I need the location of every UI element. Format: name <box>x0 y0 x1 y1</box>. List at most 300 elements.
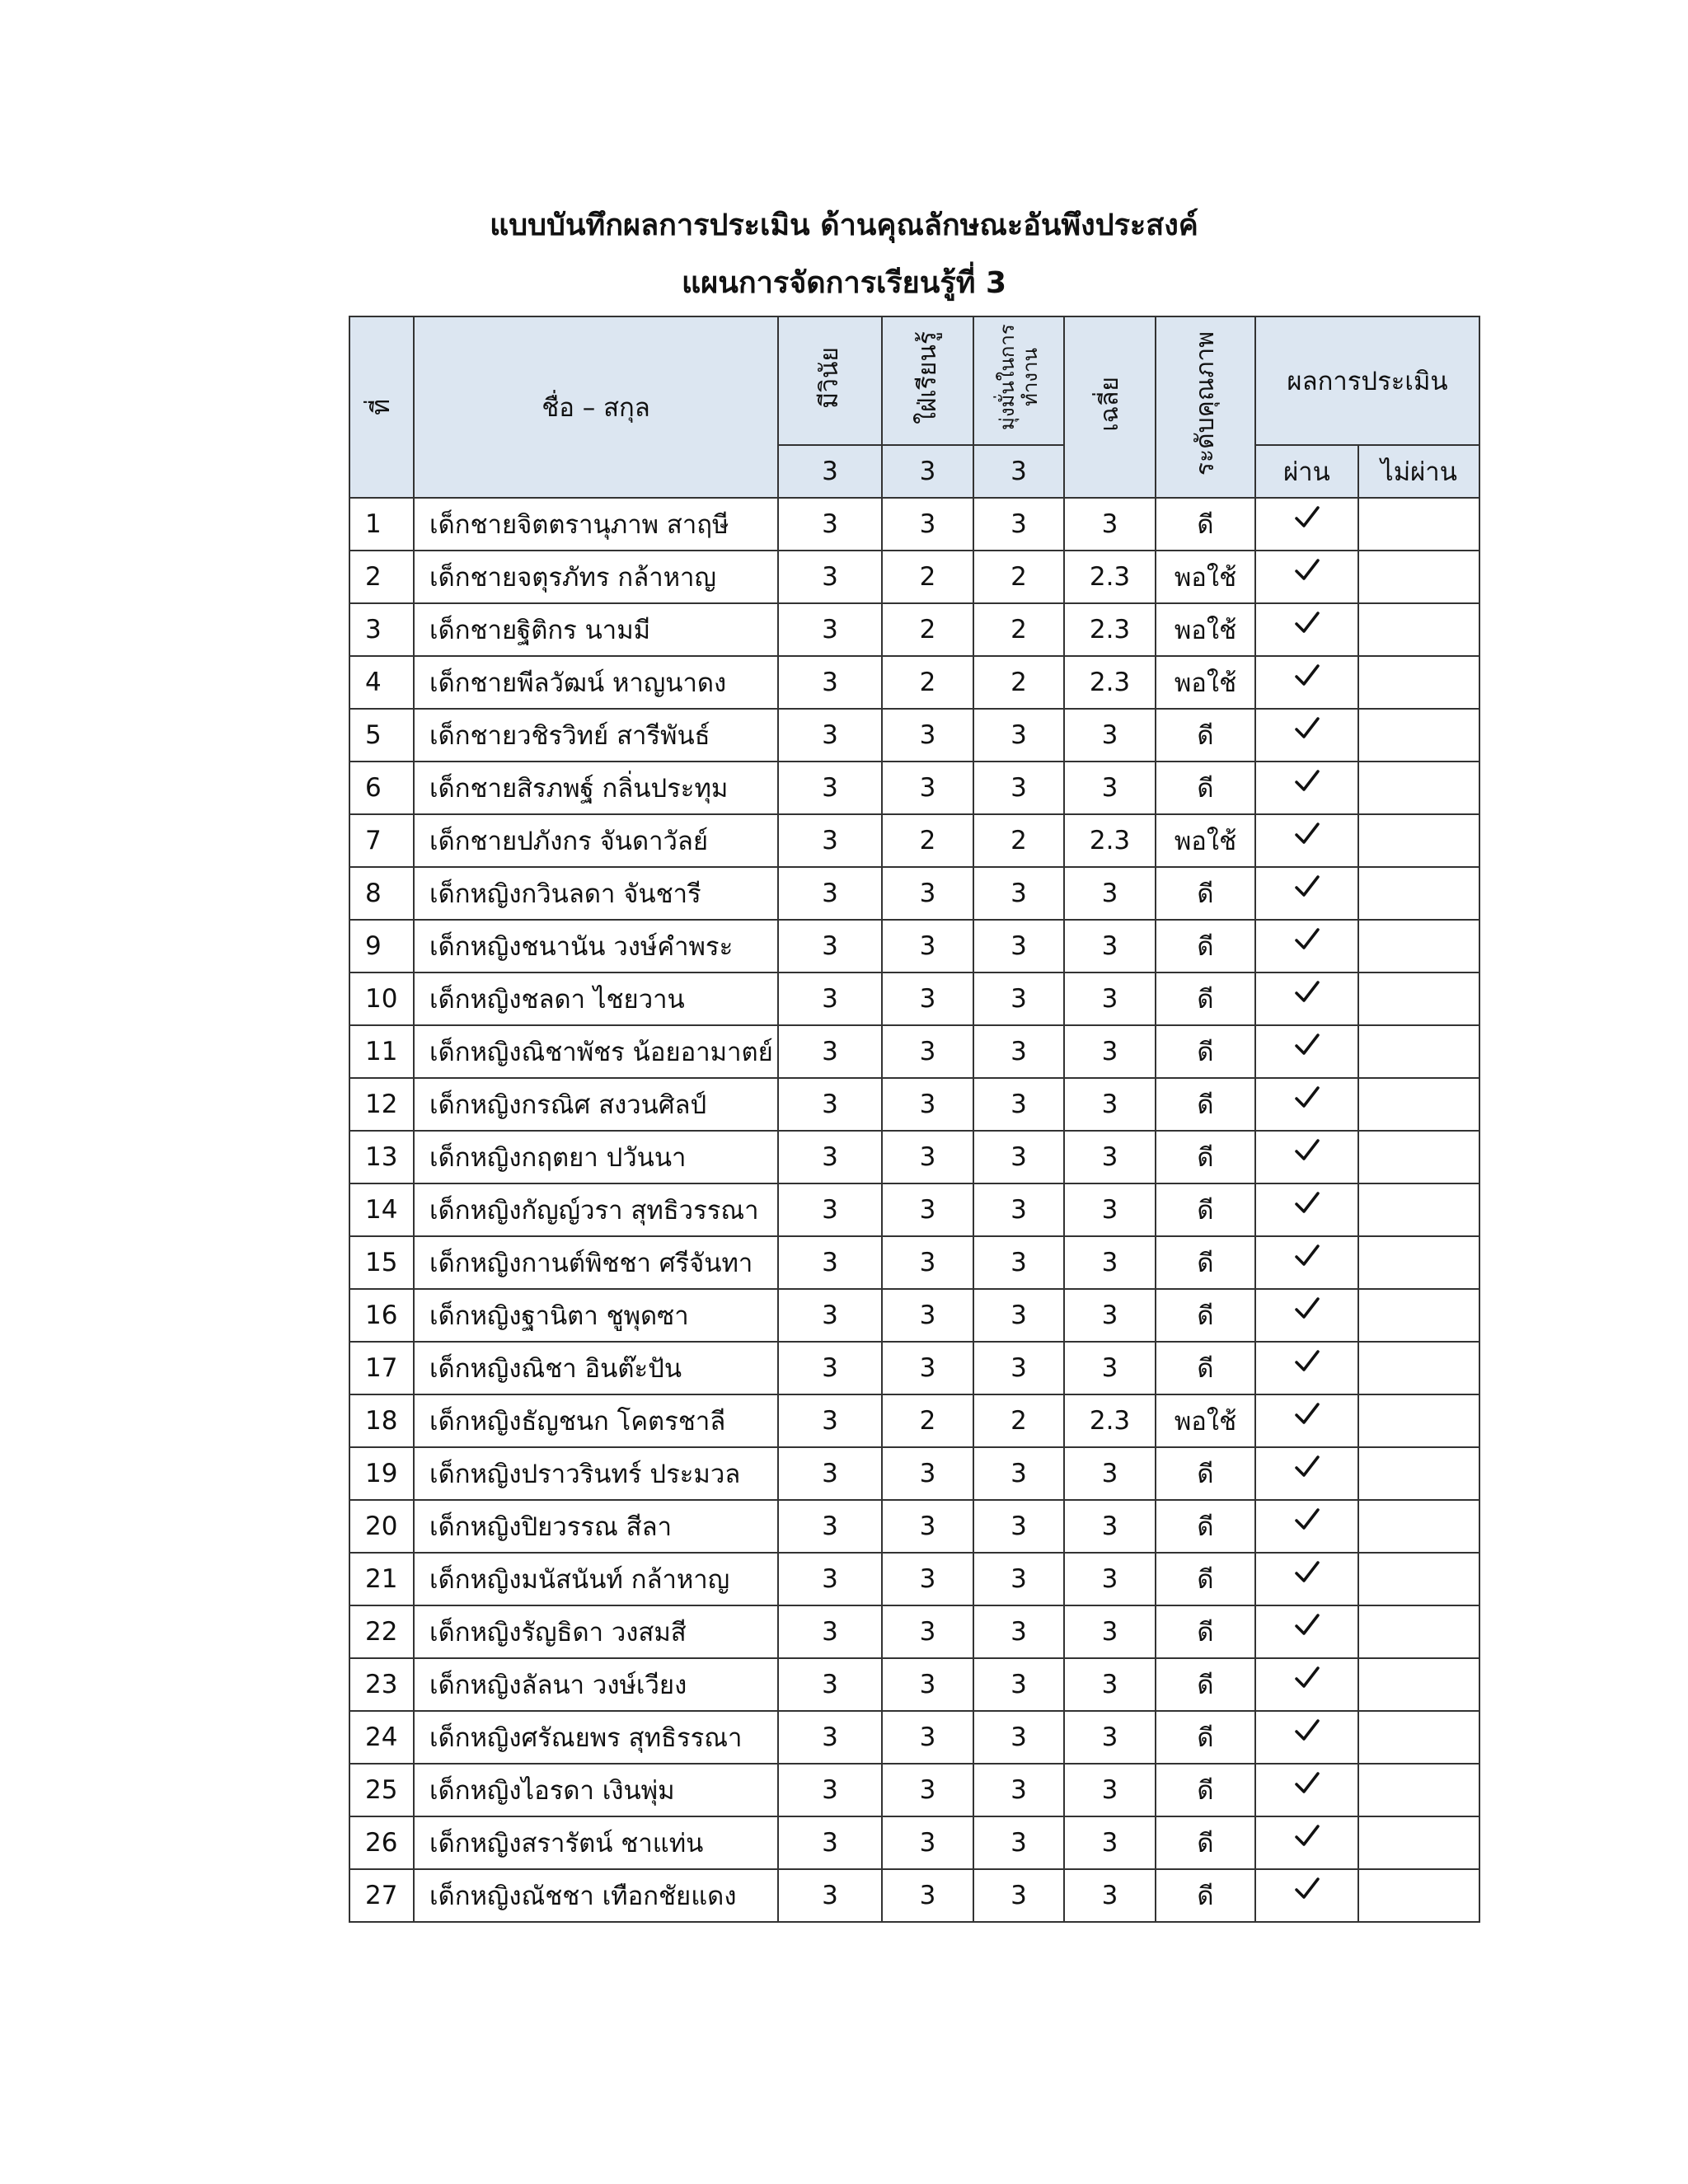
fail-cell <box>1358 867 1479 920</box>
score-commitment: 3 <box>973 972 1064 1025</box>
fail-cell <box>1358 1764 1479 1816</box>
pass-cell <box>1255 709 1358 762</box>
table-row <box>349 1342 1479 1394</box>
checkmark-icon <box>1293 1611 1321 1639</box>
row-number: 12 <box>349 1078 414 1131</box>
row-number: 1 <box>349 498 414 551</box>
fail-cell <box>1358 972 1479 1025</box>
row-number: 22 <box>349 1605 414 1658</box>
row-number: 6 <box>349 762 414 814</box>
header-max-learning: 3 <box>882 445 973 498</box>
score-commitment: 3 <box>973 1342 1064 1394</box>
score-commitment: 3 <box>973 762 1064 814</box>
score-learning: 3 <box>882 1764 973 1816</box>
pass-cell <box>1255 1711 1358 1764</box>
score-commitment: 3 <box>973 1236 1064 1289</box>
score-average: 3 <box>1064 1025 1156 1078</box>
quality-level: ดี <box>1156 1605 1255 1658</box>
table-body <box>349 498 1479 1922</box>
header-max-commitment: 3 <box>973 445 1064 498</box>
fail-cell <box>1358 1500 1479 1553</box>
score-discipline: 3 <box>778 1131 882 1183</box>
table-row <box>349 551 1479 603</box>
score-commitment: 3 <box>973 1447 1064 1500</box>
score-discipline: 3 <box>778 1711 882 1764</box>
evaluation-table <box>349 316 1480 1923</box>
quality-level: ดี <box>1156 1553 1255 1605</box>
row-number: 9 <box>349 920 414 972</box>
checkmark-icon <box>1293 1189 1321 1217</box>
student-name: เด็กหญิงศรัณยพร สุทธิรรณา <box>414 1711 778 1764</box>
header-max-discipline: 3 <box>778 445 882 498</box>
pass-cell <box>1255 1553 1358 1605</box>
fail-cell <box>1358 603 1479 656</box>
quality-level: ดี <box>1156 1711 1255 1764</box>
score-learning: 3 <box>882 709 973 762</box>
pass-cell <box>1255 920 1358 972</box>
table-header <box>349 316 1479 498</box>
score-commitment: 2 <box>973 656 1064 709</box>
score-discipline: 3 <box>778 1078 882 1131</box>
score-discipline: 3 <box>778 709 882 762</box>
score-discipline: 3 <box>778 1816 882 1869</box>
score-learning: 3 <box>882 1131 973 1183</box>
student-name: เด็กชายพีลวัฒน์ หาญนาดง <box>414 656 778 709</box>
score-average: 2.3 <box>1064 656 1156 709</box>
quality-level: ดี <box>1156 1869 1255 1922</box>
fail-cell <box>1358 1605 1479 1658</box>
score-commitment: 3 <box>973 709 1064 762</box>
checkmark-icon <box>1293 1084 1321 1112</box>
checkmark-icon <box>1293 1295 1321 1323</box>
fail-cell <box>1358 1711 1479 1764</box>
checkmark-icon <box>1293 504 1321 532</box>
score-average: 3 <box>1064 709 1156 762</box>
row-number: 4 <box>349 656 414 709</box>
score-learning: 3 <box>882 1183 973 1236</box>
quality-level: ดี <box>1156 920 1255 972</box>
student-name: เด็กหญิงกฤตยา ปวันนา <box>414 1131 778 1183</box>
fail-cell <box>1358 1183 1479 1236</box>
score-commitment: 3 <box>973 1764 1064 1816</box>
student-name: เด็กหญิงณิชา อินต๊ะปัน <box>414 1342 778 1394</box>
score-discipline: 3 <box>778 1869 882 1922</box>
fail-cell <box>1358 1816 1479 1869</box>
pass-cell <box>1255 1289 1358 1342</box>
student-name: เด็กชายวชิรวิทย์ สารีพันธ์ <box>414 709 778 762</box>
checkmark-icon <box>1293 609 1321 637</box>
quality-level: พอใช้ <box>1156 814 1255 867</box>
score-learning: 3 <box>882 1289 973 1342</box>
student-name: เด็กหญิงมนัสนันท์ กล้าหาญ <box>414 1553 778 1605</box>
row-number: 23 <box>349 1658 414 1711</box>
score-discipline: 3 <box>778 920 882 972</box>
score-average: 2.3 <box>1064 1394 1156 1447</box>
pass-cell <box>1255 1447 1358 1500</box>
fail-cell <box>1358 1342 1479 1394</box>
quality-level: ดี <box>1156 1078 1255 1131</box>
score-average: 2.3 <box>1064 551 1156 603</box>
score-average: 2.3 <box>1064 814 1156 867</box>
score-learning: 2 <box>882 551 973 603</box>
score-commitment: 3 <box>973 1289 1064 1342</box>
student-name: เด็กหญิงลัลนา วงษ์เวียง <box>414 1658 778 1711</box>
row-number: 24 <box>349 1711 414 1764</box>
score-discipline: 3 <box>778 814 882 867</box>
checkmark-icon <box>1293 1137 1321 1165</box>
score-average: 3 <box>1064 1869 1156 1922</box>
pass-cell <box>1255 1342 1358 1394</box>
pass-cell <box>1255 1500 1358 1553</box>
score-commitment: 3 <box>973 1131 1064 1183</box>
table-row <box>349 1553 1479 1605</box>
score-discipline: 3 <box>778 1236 882 1289</box>
header-name: ชื่อ – สกุล <box>414 316 778 498</box>
pass-cell <box>1255 551 1358 603</box>
student-name: เด็กชายจิตตรานุภาพ สาฤษี <box>414 498 778 551</box>
score-commitment: 3 <box>973 1183 1064 1236</box>
score-learning: 3 <box>882 1869 973 1922</box>
score-commitment: 2 <box>973 603 1064 656</box>
checkmark-icon <box>1293 1347 1321 1376</box>
student-name: เด็กหญิงกวินลดา จันชารี <box>414 867 778 920</box>
quality-level: ดี <box>1156 1658 1255 1711</box>
checkmark-icon <box>1293 1400 1321 1428</box>
score-discipline: 3 <box>778 972 882 1025</box>
table-row <box>349 656 1479 709</box>
fail-cell <box>1358 709 1479 762</box>
header-average: เฉลี่ย <box>1064 316 1156 498</box>
score-average: 3 <box>1064 1183 1156 1236</box>
fail-cell <box>1358 920 1479 972</box>
score-learning: 3 <box>882 920 973 972</box>
checkmark-icon <box>1293 1558 1321 1586</box>
checkmark-icon <box>1293 1875 1321 1903</box>
header-result: ผลการประเมิน <box>1255 316 1479 445</box>
score-commitment: 3 <box>973 1816 1064 1869</box>
checkmark-icon <box>1293 873 1321 901</box>
score-average: 3 <box>1064 1816 1156 1869</box>
score-learning: 3 <box>882 1078 973 1131</box>
row-number: 10 <box>349 972 414 1025</box>
student-name: เด็กหญิงณิชาพัชร น้อยอามาตย์ <box>414 1025 778 1078</box>
score-commitment: 3 <box>973 1658 1064 1711</box>
pass-cell <box>1255 1816 1358 1869</box>
score-learning: 3 <box>882 1025 973 1078</box>
row-number: 18 <box>349 1394 414 1447</box>
table-row <box>349 1289 1479 1342</box>
score-learning: 2 <box>882 814 973 867</box>
row-number: 8 <box>349 867 414 920</box>
score-learning: 3 <box>882 1553 973 1605</box>
fail-cell <box>1358 656 1479 709</box>
score-learning: 3 <box>882 1711 973 1764</box>
table-row <box>349 1500 1479 1553</box>
score-discipline: 3 <box>778 1605 882 1658</box>
fail-cell <box>1358 1025 1479 1078</box>
pass-cell <box>1255 1183 1358 1236</box>
quality-level: ดี <box>1156 1816 1255 1869</box>
student-name: เด็กหญิงกรณิศ สงวนศิลป์ <box>414 1078 778 1131</box>
score-discipline: 3 <box>778 1394 882 1447</box>
pass-cell <box>1255 1605 1358 1658</box>
table-row <box>349 1816 1479 1869</box>
quality-level: พอใช้ <box>1156 551 1255 603</box>
table-row <box>349 1447 1479 1500</box>
score-learning: 2 <box>882 656 973 709</box>
fail-cell <box>1358 1869 1479 1922</box>
student-name: เด็กหญิงสรารัตน์ ชาแท่น <box>414 1816 778 1869</box>
score-average: 3 <box>1064 1553 1156 1605</box>
score-discipline: 3 <box>778 1289 882 1342</box>
pass-cell <box>1255 762 1358 814</box>
student-name: เด็กหญิงณัชชา เทือกชัยแดง <box>414 1869 778 1922</box>
table-row <box>349 1183 1479 1236</box>
score-learning: 3 <box>882 1447 973 1500</box>
fail-cell <box>1358 1658 1479 1711</box>
score-learning: 3 <box>882 1658 973 1711</box>
student-name: เด็กหญิงปราวรินทร์ ประมวล <box>414 1447 778 1500</box>
score-learning: 3 <box>882 1605 973 1658</box>
student-name: เด็กหญิงกัญญ์วรา สุทธิวรรณา <box>414 1183 778 1236</box>
fail-cell <box>1358 1394 1479 1447</box>
score-average: 3 <box>1064 498 1156 551</box>
checkmark-icon <box>1293 820 1321 848</box>
quality-level: ดี <box>1156 1342 1255 1394</box>
pass-cell <box>1255 1764 1358 1816</box>
pass-cell <box>1255 1658 1358 1711</box>
score-average: 3 <box>1064 1658 1156 1711</box>
header-fail: ไม่ผ่าน <box>1358 445 1479 498</box>
score-discipline: 3 <box>778 1025 882 1078</box>
table-row <box>349 867 1479 920</box>
checkmark-icon <box>1293 1717 1321 1745</box>
quality-level: ดี <box>1156 972 1255 1025</box>
score-discipline: 3 <box>778 1764 882 1816</box>
quality-level: ดี <box>1156 1447 1255 1500</box>
score-average: 3 <box>1064 1078 1156 1131</box>
student-name: เด็กชายฐิติกร นามมี <box>414 603 778 656</box>
student-name: เด็กหญิงไอรดา เงินพุ่ม <box>414 1764 778 1816</box>
quality-level: ดี <box>1156 762 1255 814</box>
checkmark-icon <box>1293 1506 1321 1534</box>
quality-level: ดี <box>1156 1289 1255 1342</box>
score-learning: 3 <box>882 1342 973 1394</box>
quality-level: พอใช้ <box>1156 1394 1255 1447</box>
student-name: เด็กหญิงปิยวรรณ สีลา <box>414 1500 778 1553</box>
fail-cell <box>1358 1553 1479 1605</box>
header-discipline: มีวินัย <box>778 316 882 445</box>
score-commitment: 3 <box>973 920 1064 972</box>
score-commitment: 3 <box>973 1711 1064 1764</box>
row-number: 15 <box>349 1236 414 1289</box>
checkmark-icon <box>1293 767 1321 795</box>
quality-level: ดี <box>1156 1500 1255 1553</box>
student-name: เด็กหญิงชนานัน วงษ์คำพระ <box>414 920 778 972</box>
student-name: เด็กชายจตุรภัทร กล้าหาญ <box>414 551 778 603</box>
student-name: เด็กหญิงธัญชนก โคตรชาลี <box>414 1394 778 1447</box>
fail-cell <box>1358 1131 1479 1183</box>
quality-level: ดี <box>1156 1183 1255 1236</box>
row-number: 11 <box>349 1025 414 1078</box>
score-discipline: 3 <box>778 1658 882 1711</box>
header-commitment: มุ่งมั่นในการทำงาน <box>973 316 1064 445</box>
pass-cell <box>1255 1394 1358 1447</box>
pass-cell <box>1255 656 1358 709</box>
score-average: 3 <box>1064 867 1156 920</box>
row-number: 21 <box>349 1553 414 1605</box>
score-average: 3 <box>1064 762 1156 814</box>
checkmark-icon <box>1293 715 1321 743</box>
row-number: 16 <box>349 1289 414 1342</box>
table-row <box>349 1711 1479 1764</box>
table-row <box>349 1131 1479 1183</box>
score-average: 3 <box>1064 1289 1156 1342</box>
score-average: 2.3 <box>1064 603 1156 656</box>
score-average: 3 <box>1064 1342 1156 1394</box>
score-average: 3 <box>1064 1447 1156 1500</box>
header-learning: ใฝ่เรียนรู้ <box>882 316 973 445</box>
student-name: เด็กหญิงรัญธิดา วงสมสี <box>414 1605 778 1658</box>
quality-level: ดี <box>1156 1236 1255 1289</box>
checkmark-icon <box>1293 1242 1321 1270</box>
score-discipline: 3 <box>778 1553 882 1605</box>
table-row <box>349 1869 1479 1922</box>
score-commitment: 3 <box>973 1025 1064 1078</box>
fail-cell <box>1358 551 1479 603</box>
score-discipline: 3 <box>778 1447 882 1500</box>
header-no: ที่ <box>349 316 414 498</box>
score-commitment: 3 <box>973 1500 1064 1553</box>
score-average: 3 <box>1064 1500 1156 1553</box>
pass-cell <box>1255 972 1358 1025</box>
score-average: 3 <box>1064 1711 1156 1764</box>
row-number: 27 <box>349 1869 414 1922</box>
header-quality: ระดับคุณภาพ <box>1156 316 1255 498</box>
score-learning: 3 <box>882 1500 973 1553</box>
score-discipline: 3 <box>778 656 882 709</box>
score-commitment: 3 <box>973 498 1064 551</box>
document-subtitle: แผนการจัดการเรียนรู้ที่ 3 <box>681 266 1007 300</box>
score-commitment: 3 <box>973 867 1064 920</box>
table-row <box>349 1236 1479 1289</box>
fail-cell <box>1358 762 1479 814</box>
pass-cell <box>1255 814 1358 867</box>
row-number: 25 <box>349 1764 414 1816</box>
score-learning: 3 <box>882 762 973 814</box>
score-learning: 3 <box>882 867 973 920</box>
table-row <box>349 1658 1479 1711</box>
quality-level: ดี <box>1156 1131 1255 1183</box>
score-average: 3 <box>1064 1764 1156 1816</box>
fail-cell <box>1358 1447 1479 1500</box>
student-name: เด็กหญิงฐานิตา ชูพุดซา <box>414 1289 778 1342</box>
score-discipline: 3 <box>778 1183 882 1236</box>
quality-level: ดี <box>1156 709 1255 762</box>
score-discipline: 3 <box>778 1342 882 1394</box>
quality-level: พอใช้ <box>1156 656 1255 709</box>
table-row <box>349 1078 1479 1131</box>
checkmark-icon <box>1293 662 1321 690</box>
checkmark-icon <box>1293 1664 1321 1692</box>
table-row <box>349 1764 1479 1816</box>
row-number: 7 <box>349 814 414 867</box>
fail-cell <box>1358 814 1479 867</box>
student-name: เด็กชายปภังกร จันดาวัลย์ <box>414 814 778 867</box>
score-average: 3 <box>1064 1236 1156 1289</box>
score-learning: 3 <box>882 972 973 1025</box>
row-number: 5 <box>349 709 414 762</box>
table-row <box>349 709 1479 762</box>
document-title: แบบบันทึกผลการประเมิน ด้านคุณลักษณะอันพึงประสงค์ <box>490 209 1198 242</box>
quality-level: ดี <box>1156 1025 1255 1078</box>
score-commitment: 3 <box>973 1869 1064 1922</box>
checkmark-icon <box>1293 1031 1321 1059</box>
score-discipline: 3 <box>778 551 882 603</box>
table-row <box>349 920 1479 972</box>
score-learning: 2 <box>882 1394 973 1447</box>
quality-level: ดี <box>1156 1764 1255 1816</box>
score-average: 3 <box>1064 1605 1156 1658</box>
row-number: 17 <box>349 1342 414 1394</box>
score-discipline: 3 <box>778 1500 882 1553</box>
score-commitment: 3 <box>973 1553 1064 1605</box>
student-name: เด็กชายสิรภพฐ์ กลิ่นประทุม <box>414 762 778 814</box>
score-discipline: 3 <box>778 762 882 814</box>
score-commitment: 2 <box>973 814 1064 867</box>
checkmark-icon <box>1293 556 1321 584</box>
table-row <box>349 1605 1479 1658</box>
checkmark-icon <box>1293 1769 1321 1797</box>
student-name: เด็กหญิงกานต์พิชชา ศรีจันทา <box>414 1236 778 1289</box>
score-commitment: 3 <box>973 1605 1064 1658</box>
pass-cell <box>1255 867 1358 920</box>
fail-cell <box>1358 498 1479 551</box>
table-row <box>349 603 1479 656</box>
fail-cell <box>1358 1236 1479 1289</box>
checkmark-icon <box>1293 926 1321 954</box>
pass-cell <box>1255 603 1358 656</box>
table-row <box>349 814 1479 867</box>
score-commitment: 3 <box>973 1078 1064 1131</box>
pass-cell <box>1255 498 1358 551</box>
score-learning: 2 <box>882 603 973 656</box>
row-number: 2 <box>349 551 414 603</box>
pass-cell <box>1255 1078 1358 1131</box>
score-commitment: 2 <box>973 551 1064 603</box>
quality-level: ดี <box>1156 867 1255 920</box>
row-number: 14 <box>349 1183 414 1236</box>
score-learning: 3 <box>882 1816 973 1869</box>
quality-level: พอใช้ <box>1156 603 1255 656</box>
pass-cell <box>1255 1236 1358 1289</box>
pass-cell <box>1255 1131 1358 1183</box>
table-row <box>349 498 1479 551</box>
row-number: 20 <box>349 1500 414 1553</box>
table-row <box>349 1025 1479 1078</box>
score-discipline: 3 <box>778 603 882 656</box>
checkmark-icon <box>1293 1822 1321 1850</box>
score-average: 3 <box>1064 1131 1156 1183</box>
pass-cell <box>1255 1869 1358 1922</box>
score-commitment: 2 <box>973 1394 1064 1447</box>
table-row <box>349 762 1479 814</box>
row-number: 19 <box>349 1447 414 1500</box>
score-learning: 3 <box>882 1236 973 1289</box>
score-learning: 3 <box>882 498 973 551</box>
fail-cell <box>1358 1078 1479 1131</box>
quality-level: ดี <box>1156 498 1255 551</box>
